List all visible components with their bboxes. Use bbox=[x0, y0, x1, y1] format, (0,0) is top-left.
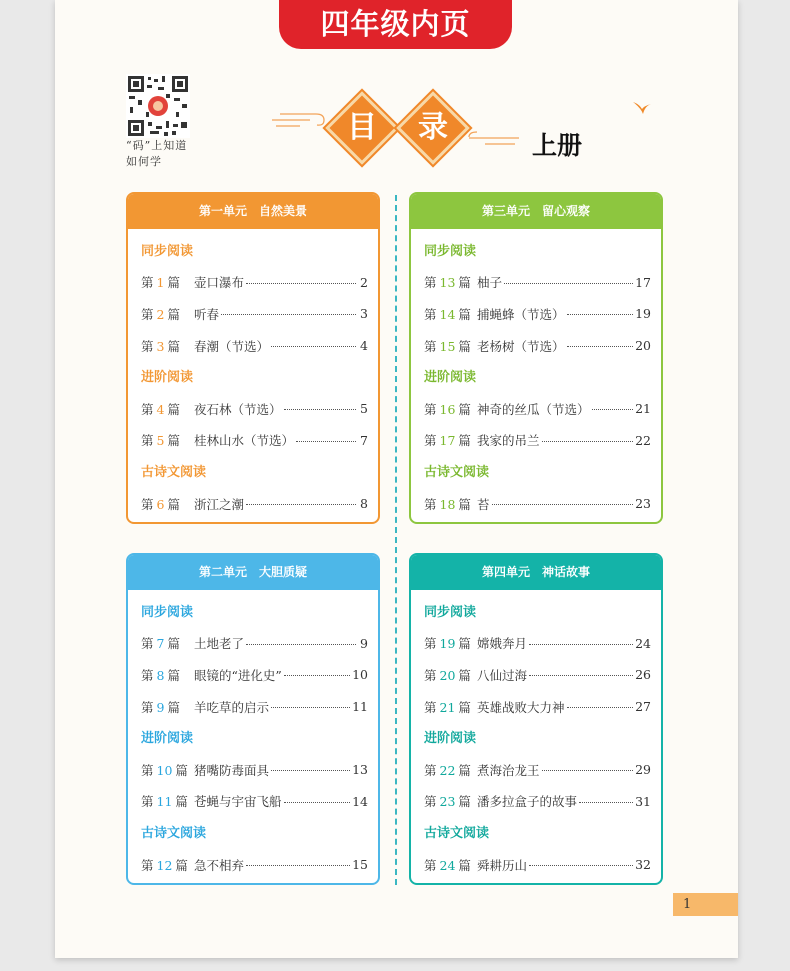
toc-entry[interactable] bbox=[424, 691, 651, 723]
entry-prefix: 第 bbox=[424, 338, 437, 354]
entry-title: 夜石林（节选） bbox=[194, 401, 282, 417]
dot-leader bbox=[246, 504, 356, 505]
entry-title: 猪嘴防毒面具 bbox=[194, 762, 270, 778]
unit-body bbox=[128, 590, 378, 880]
unit-theme: 留心观察 bbox=[542, 204, 591, 218]
unit-box-1 bbox=[126, 192, 380, 524]
entry-page: 26 bbox=[635, 667, 651, 683]
entry-number bbox=[141, 761, 194, 779]
unit-header bbox=[128, 555, 378, 590]
entry-page: 23 bbox=[635, 496, 651, 512]
dot-leader bbox=[246, 644, 356, 645]
section-title: 进阶阅读 bbox=[424, 731, 477, 747]
dot-leader bbox=[284, 675, 350, 676]
entry-title: 我家的吊兰 bbox=[477, 433, 540, 449]
entry-number bbox=[424, 761, 477, 779]
title-char-1: 目 bbox=[347, 110, 377, 145]
toc-entry[interactable] bbox=[141, 267, 368, 299]
unit-box-3 bbox=[409, 192, 663, 524]
entry-number bbox=[141, 400, 194, 418]
toc-entry[interactable] bbox=[141, 425, 368, 457]
unit-label: 第四单元 bbox=[481, 565, 530, 579]
bird-icon bbox=[631, 98, 653, 116]
entry-number bbox=[424, 634, 477, 652]
toc-entry[interactable] bbox=[141, 298, 368, 330]
qr-code-icon[interactable] bbox=[126, 74, 190, 138]
entry-num: 4 bbox=[156, 401, 165, 417]
entry-num: 5 bbox=[156, 433, 165, 449]
toc-entry[interactable] bbox=[424, 267, 651, 299]
entry-num: 6 bbox=[156, 496, 165, 512]
toc-entry[interactable] bbox=[424, 330, 651, 362]
section-title: 同步阅读 bbox=[424, 244, 477, 259]
volume-label: 上册 bbox=[532, 131, 583, 160]
dot-leader bbox=[567, 346, 634, 347]
entry-num: 24 bbox=[439, 857, 456, 873]
unit-body bbox=[411, 229, 661, 519]
swirl-right-icon bbox=[465, 128, 525, 148]
unit-header bbox=[411, 555, 661, 590]
entry-prefix: 第 bbox=[424, 275, 437, 291]
unit-label: 第一单元 bbox=[198, 204, 247, 218]
section-title: 古诗文阅读 bbox=[424, 826, 490, 842]
entry-number bbox=[424, 666, 477, 684]
entry-num: 2 bbox=[156, 306, 165, 322]
entry-suffix: 篇 bbox=[167, 496, 180, 512]
entry-prefix: 第 bbox=[141, 496, 154, 512]
toc-entry[interactable] bbox=[424, 754, 651, 786]
dot-leader bbox=[296, 441, 356, 442]
entry-prefix: 第 bbox=[424, 636, 437, 652]
entry-title: 听春 bbox=[194, 306, 220, 322]
toc-entry[interactable] bbox=[141, 754, 368, 786]
entry-number bbox=[141, 792, 194, 810]
entry-suffix: 篇 bbox=[458, 857, 471, 873]
entry-title: 苔 bbox=[477, 496, 490, 512]
toc-entry[interactable] bbox=[141, 330, 368, 362]
entry-suffix: 篇 bbox=[167, 433, 180, 449]
toc-title bbox=[270, 90, 650, 170]
unit-box-4 bbox=[409, 553, 663, 885]
toc-entry[interactable] bbox=[141, 659, 368, 691]
entry-suffix: 篇 bbox=[175, 857, 188, 873]
dot-leader bbox=[542, 770, 634, 771]
entry-title: 柚子 bbox=[477, 275, 503, 291]
entry-number bbox=[424, 273, 477, 291]
entry-suffix: 篇 bbox=[167, 667, 180, 683]
entry-prefix: 第 bbox=[141, 433, 154, 449]
dot-leader bbox=[246, 865, 350, 866]
dot-leader bbox=[284, 802, 351, 803]
grade-banner: 四年级内页 bbox=[279, 0, 512, 49]
dot-leader bbox=[529, 644, 633, 645]
entry-num: 14 bbox=[439, 306, 456, 322]
toc-entry[interactable] bbox=[424, 786, 651, 818]
entry-prefix: 第 bbox=[141, 636, 154, 652]
page-number: 1 bbox=[673, 893, 738, 916]
entry-number bbox=[141, 666, 194, 684]
entry-title: 眼镜的“进化史” bbox=[194, 667, 282, 683]
entry-prefix: 第 bbox=[141, 306, 154, 322]
toc-entry[interactable] bbox=[141, 628, 368, 660]
entry-title: 英雄战败大力神 bbox=[477, 699, 565, 715]
entry-number bbox=[424, 856, 477, 874]
entry-prefix: 第 bbox=[424, 306, 437, 322]
entry-title: 潘多拉盒子的故事 bbox=[477, 794, 578, 810]
entry-page: 11 bbox=[352, 699, 368, 715]
entry-page: 3 bbox=[360, 306, 368, 322]
entry-suffix: 篇 bbox=[458, 636, 471, 652]
entry-prefix: 第 bbox=[141, 338, 154, 354]
entry-prefix: 第 bbox=[424, 794, 437, 810]
qr-caption: “码”上知道如何学 bbox=[126, 139, 188, 168]
entry-num: 11 bbox=[156, 794, 173, 810]
section-title: 进阶阅读 bbox=[141, 370, 194, 386]
dot-leader bbox=[567, 707, 634, 708]
entry-title: 桂林山水（节选） bbox=[194, 433, 295, 449]
entry-title: 捕蝇蜂（节选） bbox=[477, 306, 565, 322]
entry-page: 27 bbox=[635, 699, 651, 715]
section-title: 同步阅读 bbox=[424, 605, 477, 620]
section-title: 同步阅读 bbox=[141, 244, 194, 259]
entry-suffix: 篇 bbox=[458, 496, 471, 512]
entry-number bbox=[424, 305, 477, 323]
entry-title: 煮海治龙王 bbox=[477, 762, 540, 778]
entry-number bbox=[424, 400, 477, 418]
unit-header bbox=[411, 194, 661, 229]
section-title: 进阶阅读 bbox=[141, 731, 194, 747]
entry-page: 32 bbox=[635, 857, 651, 873]
toc-entry[interactable] bbox=[424, 298, 651, 330]
toc-entry[interactable] bbox=[141, 786, 368, 818]
entry-page: 13 bbox=[352, 762, 368, 778]
section-title: 古诗文阅读 bbox=[141, 826, 207, 842]
entry-prefix: 第 bbox=[424, 667, 437, 683]
entry-title: 嫦娥奔月 bbox=[477, 636, 528, 652]
entry-page: 15 bbox=[352, 857, 368, 873]
entry-num: 17 bbox=[439, 433, 456, 449]
entry-prefix: 第 bbox=[141, 401, 154, 417]
entry-number bbox=[424, 792, 477, 810]
entry-prefix: 第 bbox=[424, 433, 437, 449]
entry-suffix: 篇 bbox=[458, 433, 471, 449]
dot-leader bbox=[492, 504, 634, 505]
entry-page: 8 bbox=[360, 496, 368, 512]
entry-suffix: 篇 bbox=[167, 636, 180, 652]
unit-body bbox=[411, 590, 661, 880]
entry-title: 苍蝇与宇宙飞船 bbox=[194, 794, 282, 810]
entry-num: 15 bbox=[439, 338, 456, 354]
entry-suffix: 篇 bbox=[167, 699, 180, 715]
dot-leader bbox=[579, 802, 633, 803]
entry-page: 7 bbox=[360, 432, 368, 448]
unit-body bbox=[128, 229, 378, 519]
entry-page: 9 bbox=[360, 635, 368, 651]
entry-num: 7 bbox=[156, 636, 165, 652]
entry-prefix: 第 bbox=[141, 275, 154, 291]
entry-num: 21 bbox=[439, 699, 456, 715]
entry-number bbox=[424, 337, 477, 355]
dot-leader bbox=[592, 409, 634, 410]
entry-title: 羊吃草的启示 bbox=[194, 699, 270, 715]
entry-prefix: 第 bbox=[141, 667, 154, 683]
entry-number bbox=[141, 337, 194, 355]
section-title: 进阶阅读 bbox=[424, 370, 477, 386]
entry-page: 31 bbox=[635, 793, 651, 809]
unit-label: 第二单元 bbox=[198, 565, 247, 579]
entry-page: 19 bbox=[635, 306, 651, 322]
entry-page: 21 bbox=[635, 401, 651, 417]
entry-suffix: 篇 bbox=[458, 762, 471, 778]
entry-page: 20 bbox=[635, 338, 651, 354]
entry-title: 舜耕历山 bbox=[477, 857, 528, 873]
entry-suffix: 篇 bbox=[458, 306, 471, 322]
column-divider bbox=[395, 195, 397, 885]
entry-prefix: 第 bbox=[141, 699, 154, 715]
entry-number bbox=[141, 634, 194, 652]
unit-theme: 神话故事 bbox=[542, 565, 591, 579]
entry-number bbox=[141, 856, 194, 874]
toc-entry[interactable] bbox=[424, 849, 651, 881]
entry-suffix: 篇 bbox=[458, 794, 471, 810]
entry-suffix: 篇 bbox=[458, 275, 471, 291]
entry-page: 24 bbox=[635, 635, 651, 651]
entry-number bbox=[424, 698, 477, 716]
unit-theme: 自然美景 bbox=[259, 204, 308, 218]
entry-suffix: 篇 bbox=[458, 338, 471, 354]
toc-entry[interactable] bbox=[424, 628, 651, 660]
unit-theme: 大胆质疑 bbox=[259, 565, 308, 579]
entry-suffix: 篇 bbox=[167, 306, 180, 322]
dot-leader bbox=[542, 441, 634, 442]
toc-entry[interactable] bbox=[424, 393, 651, 425]
entry-prefix: 第 bbox=[424, 762, 437, 778]
entry-prefix: 第 bbox=[141, 762, 154, 778]
entry-page: 29 bbox=[635, 762, 651, 778]
entry-page: 10 bbox=[352, 667, 368, 683]
toc-entry[interactable] bbox=[141, 849, 368, 881]
entry-title: 壶口瀑布 bbox=[194, 275, 245, 291]
section-title: 古诗文阅读 bbox=[141, 465, 207, 481]
entry-number bbox=[141, 698, 194, 716]
entry-suffix: 篇 bbox=[458, 667, 471, 683]
entry-number bbox=[424, 495, 477, 513]
entry-num: 8 bbox=[156, 667, 165, 683]
entry-title: 急不相弃 bbox=[194, 857, 245, 873]
entry-page: 2 bbox=[360, 274, 368, 290]
entry-num: 20 bbox=[439, 667, 456, 683]
section-title: 古诗文阅读 bbox=[424, 465, 490, 481]
entry-title: 春潮（节选） bbox=[194, 338, 270, 354]
entry-num: 23 bbox=[439, 794, 456, 810]
entry-number bbox=[424, 431, 477, 449]
entry-page: 14 bbox=[352, 793, 368, 809]
entry-title: 浙江之潮 bbox=[194, 496, 245, 512]
entry-prefix: 第 bbox=[424, 699, 437, 715]
entry-num: 12 bbox=[156, 857, 173, 873]
dot-leader bbox=[504, 283, 633, 284]
unit-box-2 bbox=[126, 553, 380, 885]
title-char-2: 录 bbox=[418, 110, 448, 145]
toc-entry[interactable] bbox=[424, 659, 651, 691]
dot-leader bbox=[529, 675, 633, 676]
entry-suffix: 篇 bbox=[175, 762, 188, 778]
entry-page: 22 bbox=[635, 432, 651, 448]
dot-leader bbox=[567, 314, 634, 315]
entry-number bbox=[141, 431, 194, 449]
entry-number bbox=[141, 495, 194, 513]
swirl-left-icon bbox=[270, 108, 330, 132]
unit-header bbox=[128, 194, 378, 229]
entry-suffix: 篇 bbox=[167, 338, 180, 354]
dot-leader bbox=[284, 409, 356, 410]
section-title: 同步阅读 bbox=[141, 605, 194, 620]
dot-leader bbox=[271, 707, 350, 708]
entry-prefix: 第 bbox=[424, 496, 437, 512]
entry-num: 19 bbox=[439, 636, 456, 652]
dot-leader bbox=[246, 283, 356, 284]
entry-num: 3 bbox=[156, 338, 165, 354]
entry-num: 1 bbox=[156, 275, 165, 291]
entry-prefix: 第 bbox=[141, 794, 154, 810]
entry-title: 八仙过海 bbox=[477, 667, 528, 683]
entry-number bbox=[141, 273, 194, 291]
entry-title: 老杨树（节选） bbox=[477, 338, 565, 354]
entry-prefix: 第 bbox=[424, 857, 437, 873]
dot-leader bbox=[529, 865, 633, 866]
toc-entry[interactable] bbox=[424, 488, 651, 520]
entry-suffix: 篇 bbox=[167, 401, 180, 417]
toc-entry[interactable] bbox=[141, 488, 368, 520]
toc-entry[interactable] bbox=[141, 393, 368, 425]
entry-num: 18 bbox=[439, 496, 456, 512]
entry-prefix: 第 bbox=[141, 857, 154, 873]
entry-num: 13 bbox=[439, 275, 456, 291]
entry-suffix: 篇 bbox=[458, 699, 471, 715]
entry-number bbox=[141, 305, 194, 323]
entry-suffix: 篇 bbox=[167, 275, 180, 291]
entry-prefix: 第 bbox=[424, 401, 437, 417]
entry-suffix: 篇 bbox=[175, 794, 188, 810]
entry-suffix: 篇 bbox=[458, 401, 471, 417]
entry-num: 9 bbox=[156, 699, 165, 715]
toc-entry[interactable] bbox=[141, 691, 368, 723]
dot-leader bbox=[221, 314, 356, 315]
dot-leader bbox=[271, 770, 350, 771]
entry-num: 22 bbox=[439, 762, 456, 778]
entry-page: 17 bbox=[635, 274, 651, 290]
unit-label: 第三单元 bbox=[481, 204, 530, 218]
toc-entry[interactable] bbox=[424, 425, 651, 457]
entry-page: 4 bbox=[360, 338, 368, 354]
entry-title: 神奇的丝瓜（节选） bbox=[477, 401, 590, 417]
dot-leader bbox=[271, 346, 356, 347]
entry-page: 5 bbox=[360, 401, 368, 417]
entry-num: 16 bbox=[439, 401, 456, 417]
entry-title: 土地老了 bbox=[194, 636, 245, 652]
entry-num: 10 bbox=[156, 762, 173, 778]
